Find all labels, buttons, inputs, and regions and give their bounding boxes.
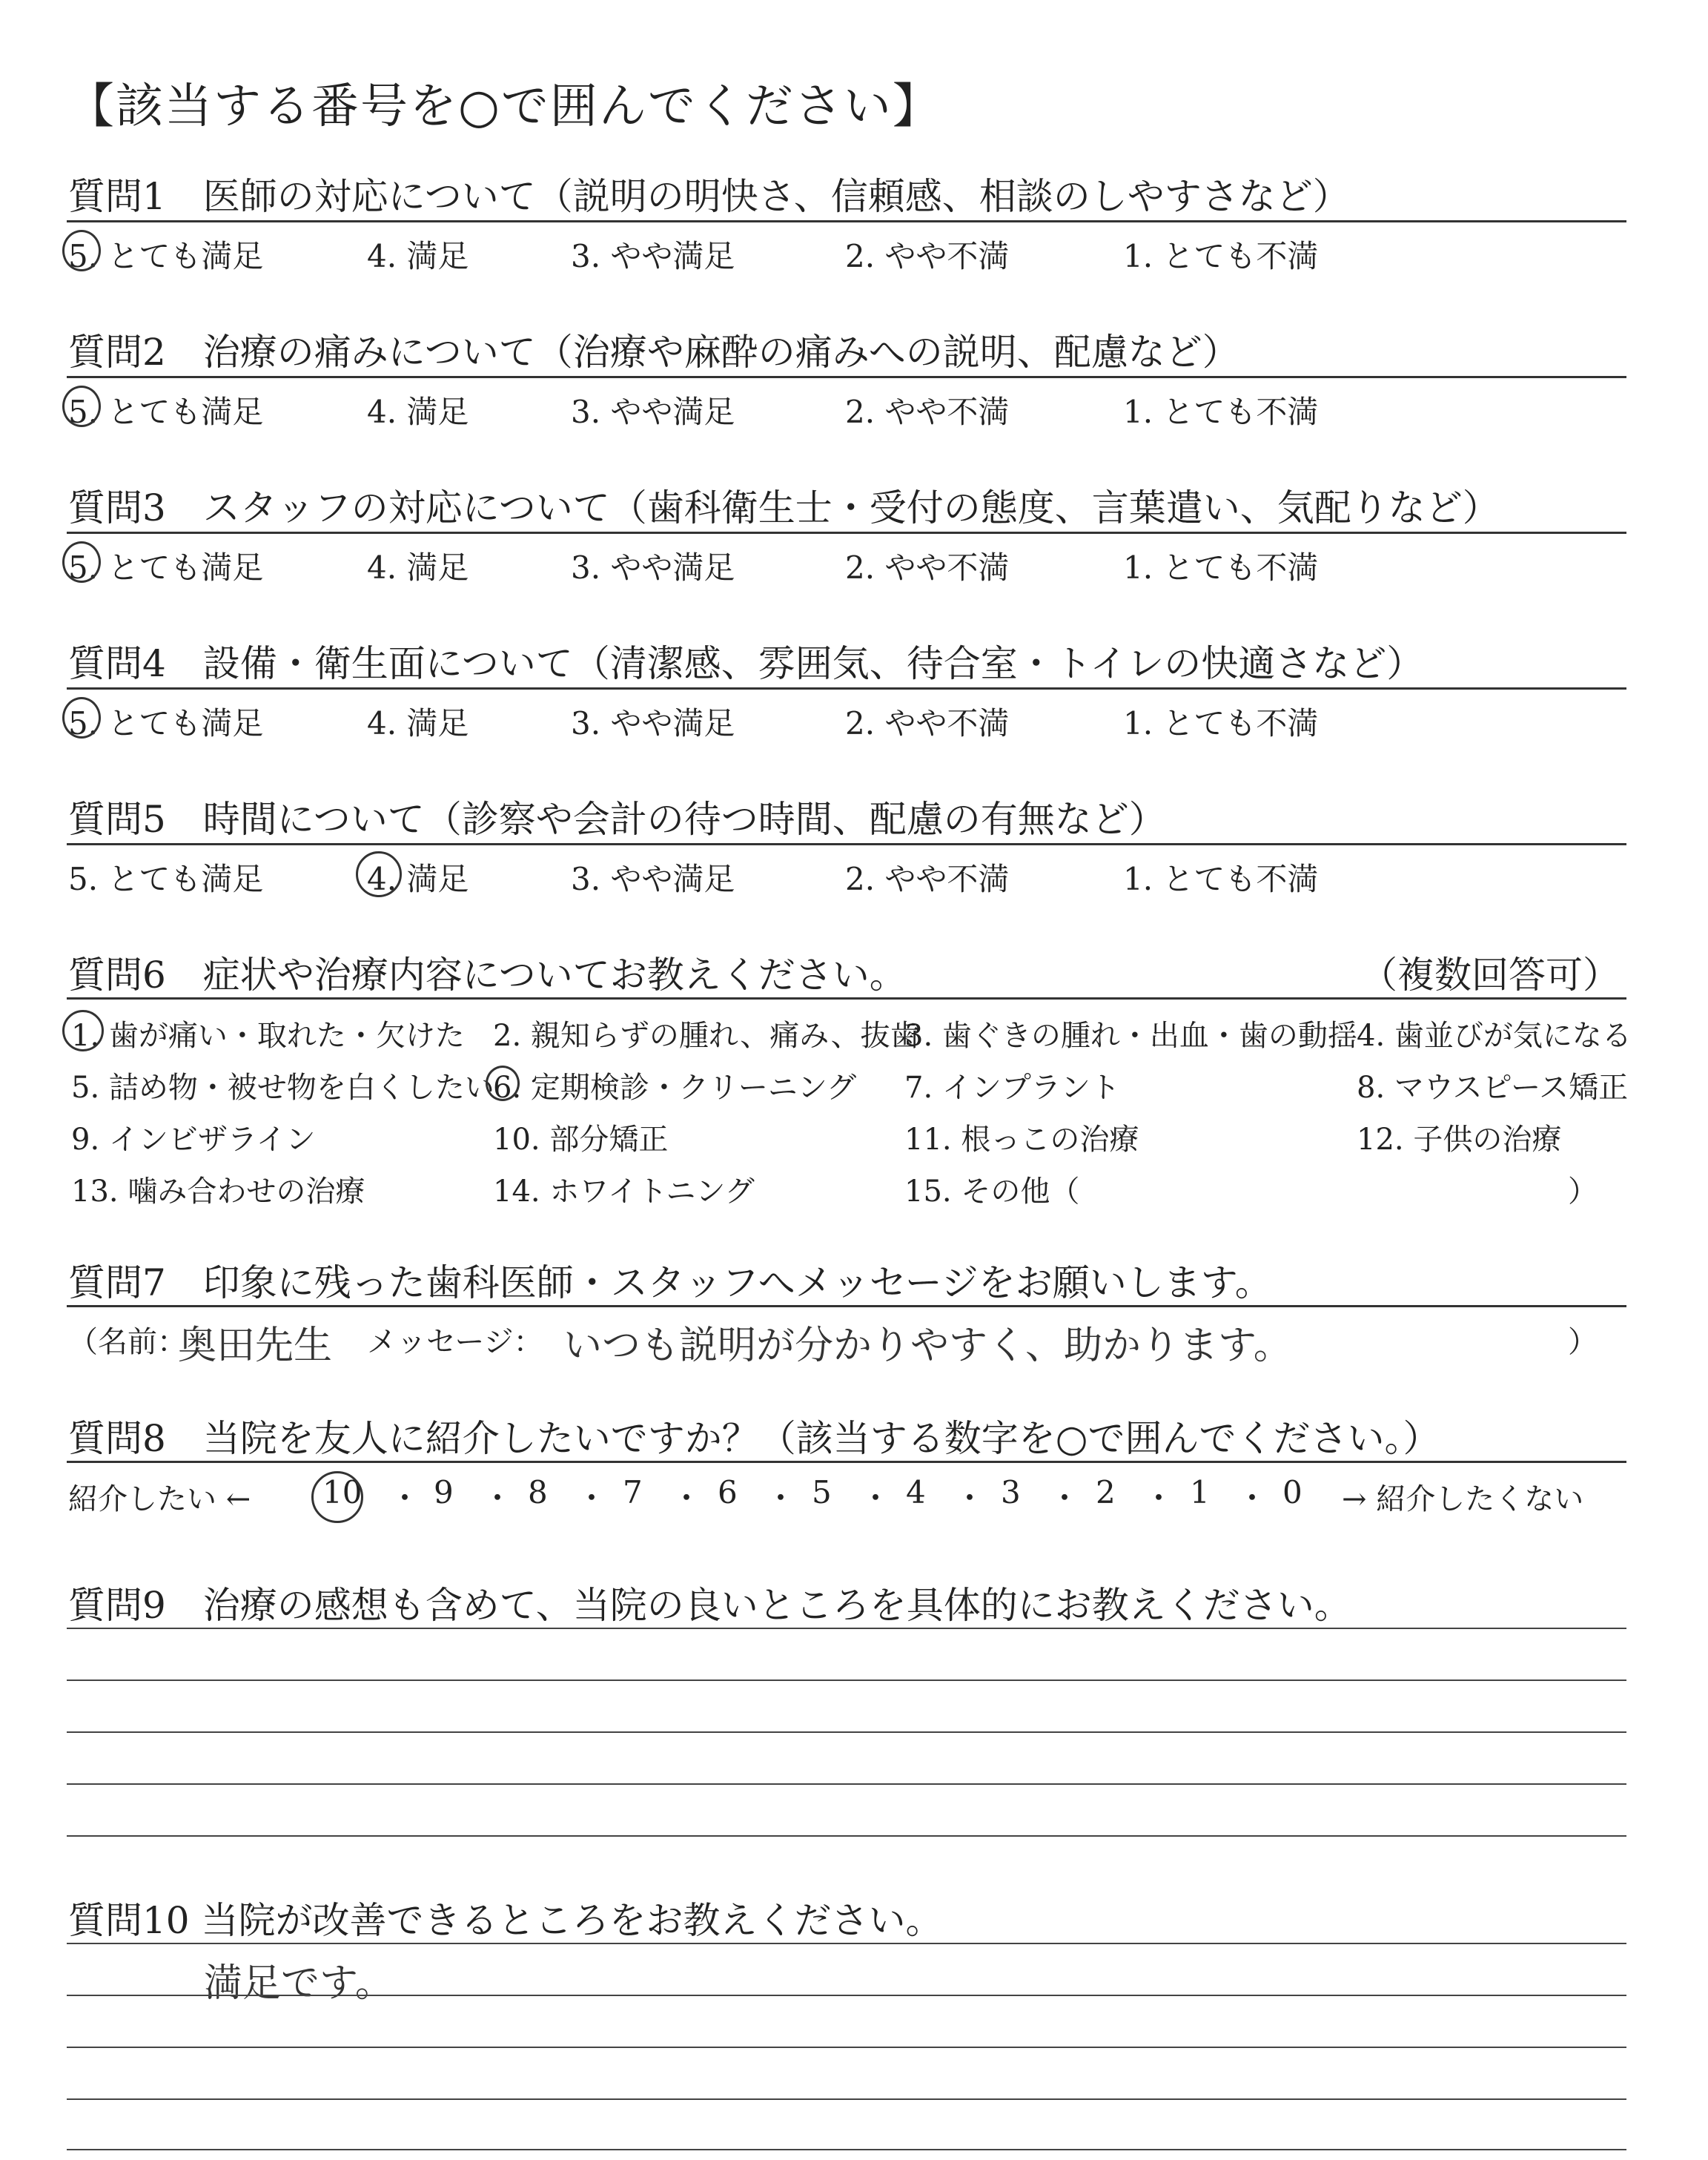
q6-selection-circle-1 — [62, 1010, 104, 1051]
q2-selection-circle — [62, 386, 101, 427]
q3-option-3[interactable]: 3. やや満足 — [571, 549, 735, 586]
q8-heading: 質問8 当院を友人に紹介したいですか？（該当する数字を○で囲んでください。） — [68, 1417, 1440, 1460]
q5-option-2[interactable]: 2. やや不満 — [845, 861, 1010, 897]
q8-scale-3[interactable]: 3 — [1001, 1474, 1021, 1510]
q1-selection-circle — [62, 230, 101, 271]
q8-scale-2[interactable]: 2 — [1096, 1474, 1116, 1510]
q3-heading: 質問3 スタッフの対応について（歯科衛生士・受付の態度、言葉遣い、気配りなど） — [68, 486, 1500, 529]
q1-rule — [67, 220, 1626, 222]
q10-answer-line[interactable] — [67, 2098, 1626, 2100]
q9-answer-line[interactable] — [67, 1783, 1626, 1785]
q8-dot: ・ — [1143, 1480, 1175, 1516]
q5-option-1[interactable]: 1. とても不満 — [1123, 861, 1319, 897]
q1-option-1[interactable]: 1. とても不満 — [1123, 238, 1319, 274]
q1-heading: 質問1 医師の対応について（説明の明快さ、信頼感、相談のしやすさなど） — [68, 175, 1350, 218]
q6-item-9[interactable]: 9. インビザライン — [71, 1123, 316, 1157]
q8-left-label: 紹介したい ← — [68, 1482, 251, 1516]
q8-dot: ・ — [954, 1480, 986, 1516]
q1-option-3[interactable]: 3. やや満足 — [571, 238, 735, 274]
q6-selection-circle-6 — [486, 1066, 520, 1101]
q3-rule — [67, 532, 1626, 534]
q6-item-4[interactable]: 4. 歯並びが気になる — [1357, 1019, 1632, 1053]
q3-option-2[interactable]: 2. やや不満 — [845, 549, 1010, 586]
q10-answer-line[interactable] — [67, 2149, 1626, 2150]
q2-option-5[interactable]: 5. とても満足 — [68, 394, 264, 430]
q4-option-2[interactable]: 2. やや不満 — [845, 705, 1010, 742]
q3-selection-circle — [62, 541, 101, 583]
q4-option-3[interactable]: 3. やや満足 — [571, 705, 735, 742]
q3-option-1[interactable]: 1. とても不満 — [1123, 549, 1319, 586]
q2-option-1[interactable]: 1. とても不満 — [1123, 394, 1319, 430]
q6-heading: 質問6 症状や治療内容についてお教えください。 — [68, 954, 907, 997]
q5-selection-circle — [356, 851, 402, 897]
q3-option-4[interactable]: 4. 満足 — [367, 549, 469, 586]
q6-item-5[interactable]: 5. 詰め物・被せ物を白くしたい — [71, 1071, 494, 1105]
q8-rule — [67, 1461, 1626, 1463]
q7-close-paren: ） — [1568, 1325, 1598, 1359]
q8-selection-circle — [311, 1471, 363, 1523]
form-title: 【該当する番号を○で囲んでください】 — [67, 79, 941, 134]
q2-option-2[interactable]: 2. やや不満 — [845, 394, 1010, 430]
q7-message-value[interactable]: いつも説明が分かりやすく、助かります。 — [563, 1324, 1292, 1368]
q7-name-label: （名前： — [68, 1325, 187, 1359]
q4-selection-circle — [62, 697, 101, 739]
q4-option-4[interactable]: 4. 満足 — [367, 705, 469, 742]
q10-heading: 質問10 当院が改善できるところをお教えください。 — [68, 1899, 943, 1942]
q4-rule — [67, 687, 1626, 690]
q6-item-15-close: ） — [1568, 1175, 1598, 1209]
q6-rule — [67, 997, 1626, 1000]
q2-heading: 質問2 治療の痛みについて（治療や麻酔の痛みへの説明、配慮など） — [68, 331, 1239, 374]
q4-option-5[interactable]: 5. とても満足 — [68, 705, 264, 742]
q6-item-6[interactable]: 6. 定期検診・クリーニング — [493, 1071, 857, 1105]
q8-dot: ・ — [1237, 1480, 1268, 1516]
q1-option-5[interactable]: 5. とても満足 — [68, 238, 264, 274]
q8-right-label: → 紹介したくない — [1342, 1482, 1584, 1516]
q9-answer-line[interactable] — [67, 1680, 1626, 1681]
q8-dot: ・ — [765, 1480, 797, 1516]
q7-name-value[interactable]: 奥田先生 — [178, 1324, 333, 1368]
q8-scale-4[interactable]: 4 — [906, 1474, 926, 1510]
q5-option-3[interactable]: 3. やや満足 — [571, 861, 735, 897]
q6-multiple-note: （複数回答可） — [1360, 954, 1620, 997]
q2-rule — [67, 376, 1626, 378]
q6-item-1[interactable]: 1. 歯が痛い・取れた・欠けた — [71, 1019, 465, 1053]
q2-option-4[interactable]: 4. 満足 — [367, 394, 469, 430]
q8-scale-6[interactable]: 6 — [718, 1474, 738, 1510]
q8-dot: ・ — [671, 1480, 703, 1516]
q1-option-2[interactable]: 2. やや不満 — [845, 238, 1010, 274]
q10-answer-line[interactable] — [67, 1995, 1626, 1996]
q7-heading: 質問7 印象に残った歯科医師・スタッフへメッセージをお願いします。 — [68, 1261, 1272, 1304]
q7-rule — [67, 1305, 1626, 1307]
q3-option-5[interactable]: 5. とても満足 — [68, 549, 264, 586]
q5-heading: 質問5 時間について（診察や会計の待つ時間、配慮の有無など） — [68, 798, 1166, 841]
q6-item-13[interactable]: 13. 噛み合わせの治療 — [71, 1175, 365, 1209]
q8-scale-5[interactable]: 5 — [812, 1474, 832, 1510]
q10-answer-line[interactable] — [67, 1943, 1626, 1944]
q8-dot: ・ — [576, 1480, 608, 1516]
q8-scale-9[interactable]: 9 — [434, 1474, 454, 1510]
q9-heading: 質問9 治療の感想も含めて、当院の良いところを具体的にお教えください。 — [68, 1584, 1351, 1627]
q6-item-10[interactable]: 10. 部分矯正 — [493, 1123, 669, 1157]
q8-scale-0[interactable]: 0 — [1282, 1474, 1302, 1510]
q7-message-label: メッセージ： — [367, 1325, 543, 1359]
q6-item-7[interactable]: 7. インプラント — [904, 1071, 1120, 1105]
q8-scale-7[interactable]: 7 — [623, 1474, 643, 1510]
q5-option-4[interactable]: 4. 満足 — [367, 861, 469, 897]
q8-dot: ・ — [389, 1480, 421, 1516]
q9-answer-line[interactable] — [67, 1835, 1626, 1837]
q6-item-11[interactable]: 11. 根っこの治療 — [904, 1123, 1139, 1157]
q1-option-4[interactable]: 4. 満足 — [367, 238, 469, 274]
q6-item-2[interactable]: 2. 親知らずの腫れ、痛み、抜歯 — [493, 1019, 920, 1053]
q4-option-1[interactable]: 1. とても不満 — [1123, 705, 1319, 742]
q8-scale-10[interactable]: 10 — [322, 1474, 363, 1510]
q6-item-3[interactable]: 3. 歯ぐきの腫れ・出血・歯の動揺 — [904, 1019, 1357, 1053]
q10-answer-line[interactable] — [67, 2047, 1626, 2048]
q2-option-3[interactable]: 3. やや満足 — [571, 394, 735, 430]
q8-scale-8[interactable]: 8 — [528, 1474, 548, 1510]
q5-rule — [67, 843, 1626, 845]
q6-item-12[interactable]: 12. 子供の治療 — [1357, 1123, 1562, 1157]
q6-item-14[interactable]: 14. ホワイトニング — [493, 1175, 755, 1209]
q8-dot: ・ — [1049, 1480, 1081, 1516]
q9-answer-line[interactable] — [67, 1628, 1626, 1629]
q6-item-15[interactable]: 15. その他（ — [904, 1175, 1080, 1209]
q8-dot: ・ — [482, 1480, 514, 1516]
q4-heading: 質問4 設備・衛生面について（清潔感、雰囲気、待合室・トイレの快適さなど） — [68, 642, 1424, 685]
q5-option-5[interactable]: 5. とても満足 — [68, 861, 264, 897]
q10-answer-text[interactable]: 満足です。 — [204, 1961, 394, 2006]
q8-scale-1[interactable]: 1 — [1190, 1474, 1210, 1510]
q6-item-8[interactable]: 8. マウスピース矯正 — [1357, 1071, 1629, 1105]
q9-answer-line[interactable] — [67, 1731, 1626, 1733]
q8-dot: ・ — [860, 1480, 892, 1516]
